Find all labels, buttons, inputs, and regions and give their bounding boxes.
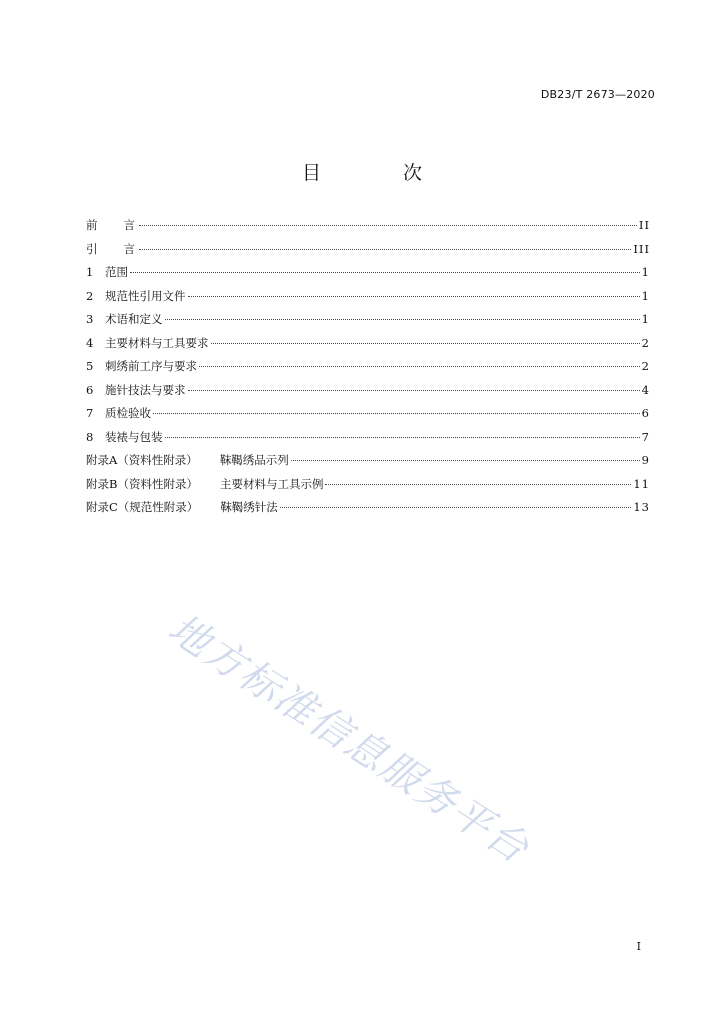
toc-entry-page: 6 [641,406,650,420]
toc-entry-7[interactable] [86,405,650,429]
toc-entry-page: 7 [641,429,650,444]
toc-entry-label: 前 言 [86,218,135,232]
toc-leader-dots [153,413,640,414]
toc-entry-page: II [638,218,650,232]
toc-entry-subtitle: 靺鞨绣针法 [220,500,278,514]
toc-entry-1[interactable] [86,264,650,288]
toc-title: 目 次 [301,162,461,184]
toc-entry-page: 11 [633,476,650,491]
toc-entry-number: 6 [86,382,94,397]
toc-entry-label: 范围 [105,265,128,279]
toc-entry-label: 附录C（规范性附录） [86,500,199,514]
toc-entry-3[interactable] [86,311,650,335]
toc-entry-number: 3 [86,312,94,326]
toc-entry-page: 1 [641,288,650,303]
toc-entry-label: 引 言 [86,241,135,256]
toc-entry-number: 8 [86,429,94,444]
toc-entry-5[interactable] [86,358,650,382]
toc-entry-label: 主要材料与工具要求 [105,335,209,350]
table-of-contents [86,217,650,523]
toc-entry-introduction[interactable] [86,241,650,265]
toc-leader-dots [291,460,640,461]
toc-entry-number: 2 [86,288,94,303]
toc-entry-label: 术语和定义 [105,312,163,326]
toc-entry-8[interactable] [86,429,650,453]
toc-leader-dots [188,296,640,297]
toc-entry-label: 规范性引用文件 [105,288,186,303]
toc-leader-dots [199,366,640,367]
standard-code: DB23/T 2673—2020 [540,88,655,101]
toc-entry-label: 装裱与包装 [105,429,163,444]
toc-leader-dots [139,249,631,250]
toc-entry-page: 2 [641,359,650,373]
toc-entry-page: 1 [641,312,650,326]
toc-leader-dots [188,390,640,391]
toc-entry-number: 4 [86,335,94,350]
toc-entry-number: 1 [86,265,94,279]
toc-entry-page: 9 [641,453,650,467]
toc-entry-page: 1 [641,265,650,279]
toc-leader-dots [211,343,640,344]
toc-leader-dots [139,225,637,226]
toc-entry-label: 质检验收 [105,406,151,420]
toc-entry-appendix-c[interactable] [86,499,650,523]
toc-entry-label: 施针技法与要求 [105,382,186,397]
toc-entry-page: 13 [633,500,650,514]
toc-leader-dots [165,437,640,438]
toc-leader-dots [325,484,631,485]
toc-entry-2[interactable] [86,288,650,312]
page-number: I [636,940,641,953]
toc-entry-subtitle: 主要材料与工具示例 [219,476,324,491]
toc-entry-4[interactable] [86,335,650,359]
toc-entry-number: 5 [86,359,94,373]
toc-entry-appendix-b[interactable] [86,476,650,500]
toc-entry-label: 刺绣前工序与要求 [105,359,197,373]
toc-leader-dots [280,507,632,508]
toc-entry-page: III [633,241,650,256]
toc-entry-number: 7 [86,406,94,420]
toc-entry-label: 附录B（资料性附录） [86,476,198,491]
toc-entry-subtitle: 靺鞨绣品示列 [219,453,289,467]
toc-leader-dots [130,272,640,273]
toc-entry-label: 附录A（资料性附录） [86,453,198,467]
toc-entry-page: 4 [641,382,650,397]
watermark: 地方标准信息服务平台 [160,605,538,873]
toc-entry-6[interactable] [86,382,650,406]
toc-entry-page: 2 [641,335,650,350]
toc-entry-appendix-a[interactable] [86,452,650,476]
toc-entry-foreword[interactable] [86,217,650,241]
toc-leader-dots [165,319,640,320]
